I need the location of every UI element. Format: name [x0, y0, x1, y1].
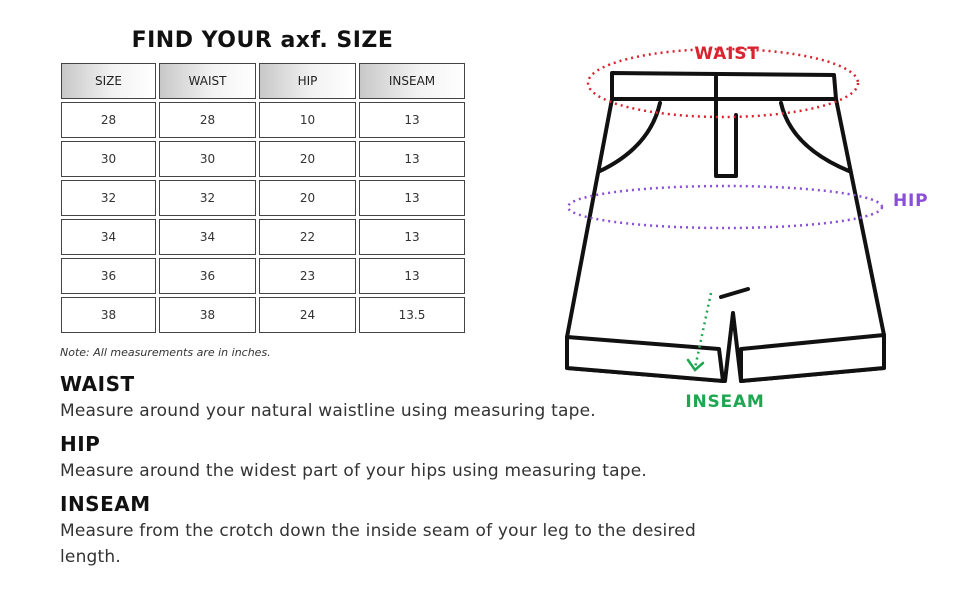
column-header-size: SIZE [61, 63, 156, 99]
measurement-note: Note: All measurements are in inches. [60, 346, 271, 359]
table-cell-waist: 36 [159, 258, 256, 294]
inseam-diagram-label: INSEAM [685, 392, 765, 412]
table-cell-waist: 30 [159, 141, 256, 177]
table-cell-hip: 20 [259, 180, 356, 216]
table-cell-hip: 23 [259, 258, 356, 294]
table-cell-hip: 20 [259, 141, 356, 177]
table-cell-size: 36 [61, 258, 156, 294]
hip-heading: HIP [60, 432, 101, 456]
waist-description: Measure around your natural waistline using measuring tape. [60, 401, 596, 421]
waist-heading: WAIST [60, 372, 135, 396]
table-row [61, 258, 465, 294]
table-cell-hip: 22 [259, 219, 356, 255]
table-row [61, 102, 465, 138]
inseam-instructions [60, 492, 700, 570]
table-cell-waist: 28 [159, 102, 256, 138]
table-cell-inseam: 13.5 [359, 297, 465, 333]
table-cell-size: 34 [61, 219, 156, 255]
hip-description: Measure around the widest part of your hips using measuring tape. [60, 461, 647, 481]
column-header-inseam: INSEAM [359, 63, 465, 99]
table-cell-inseam: 13 [359, 180, 465, 216]
table-cell-hip: 24 [259, 297, 356, 333]
inseam-description: Measure from the crotch down the inside seam of your leg to the desired length. [60, 521, 696, 567]
table-cell-size: 38 [61, 297, 156, 333]
table-cell-size: 30 [61, 141, 156, 177]
table-row [61, 180, 465, 216]
waist-diagram-label: WAIST [694, 44, 760, 64]
table-row [61, 141, 465, 177]
table-cell-hip: 10 [259, 102, 356, 138]
shorts-diagram [555, 35, 960, 415]
column-header-hip: HIP [259, 63, 356, 99]
size-table [58, 60, 468, 336]
table-cell-inseam: 13 [359, 141, 465, 177]
waistband-shape [612, 73, 836, 99]
table-cell-size: 28 [61, 102, 156, 138]
table-cell-inseam: 13 [359, 102, 465, 138]
hip-diagram-label: HIP [893, 191, 929, 211]
hip-instructions [60, 432, 760, 484]
table-cell-waist: 38 [159, 297, 256, 333]
table-cell-inseam: 13 [359, 219, 465, 255]
inseam-heading: INSEAM [60, 492, 151, 516]
column-header-waist: WAIST [159, 63, 256, 99]
table-header-row [61, 63, 465, 99]
size-chart-title: FIND YOUR axf. SIZE [131, 28, 394, 53]
table-cell-inseam: 13 [359, 258, 465, 294]
table-row [61, 297, 465, 333]
table-cell-waist: 32 [159, 180, 256, 216]
table-row [61, 219, 465, 255]
table-cell-size: 32 [61, 180, 156, 216]
table-cell-waist: 34 [159, 219, 256, 255]
